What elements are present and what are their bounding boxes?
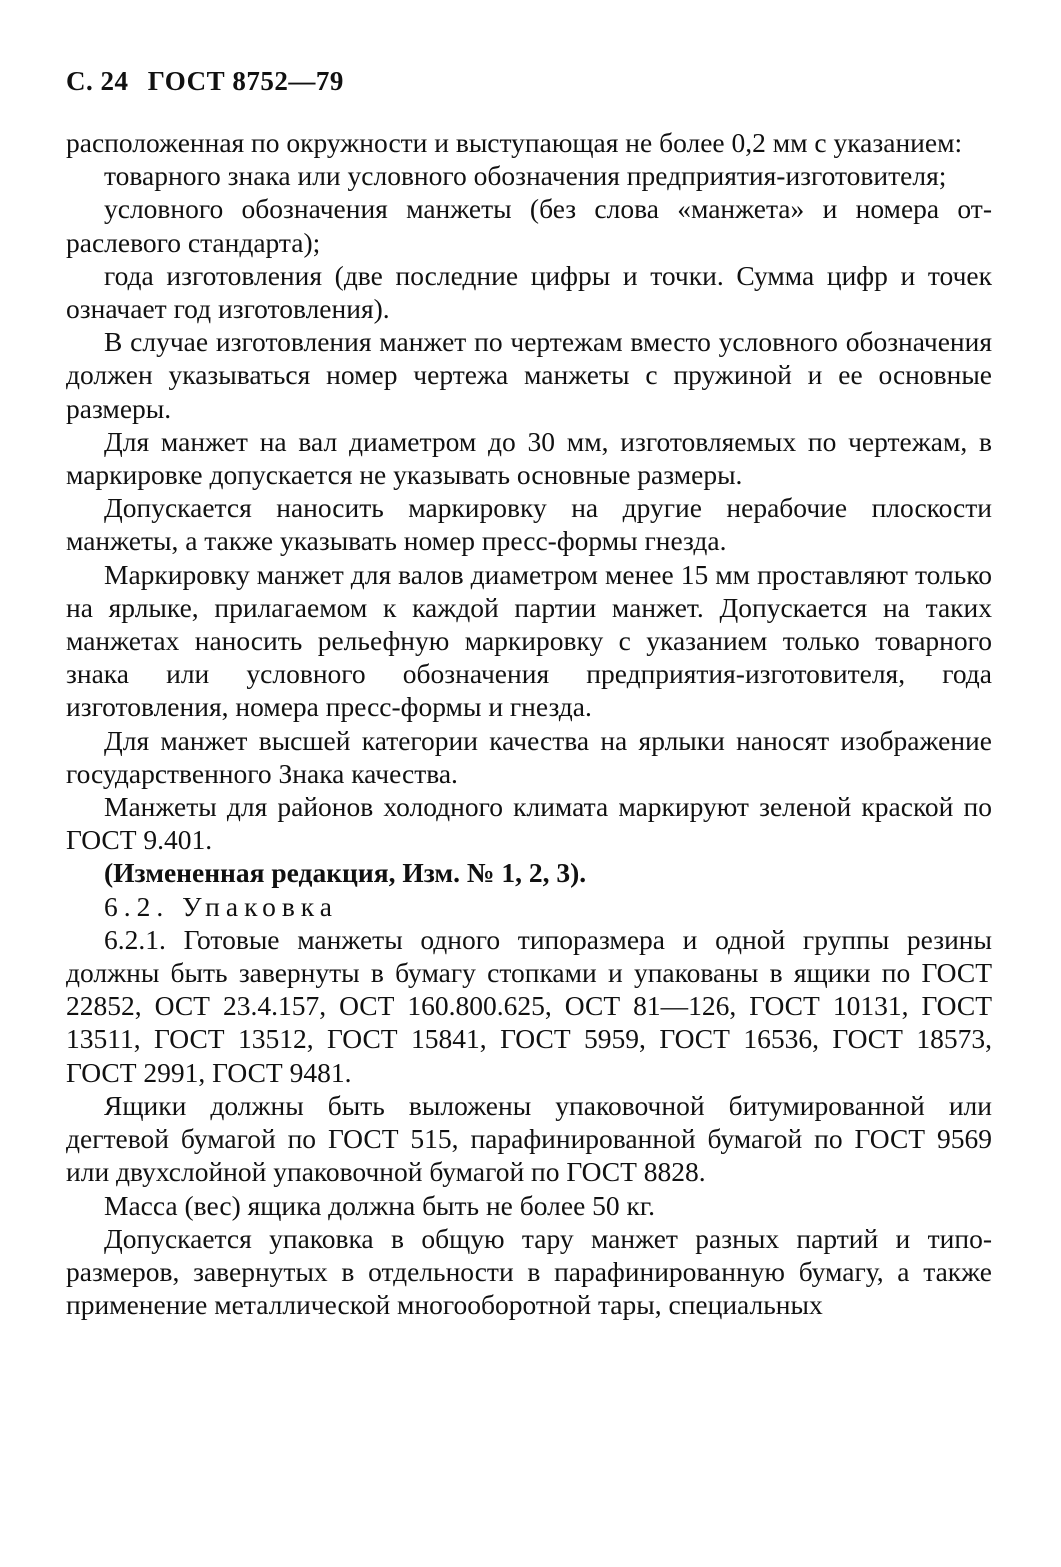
page-header: [66, 66, 356, 97]
paragraph-box-lining: Ящики должны быть выложены упаковочной битумированной или дегтевой бумагой по ГОСТ 515, парафинированной бумагой по ГОСТ 9569 или двухслойной упаковочной бумагой по ГОСТ 8828.: [66, 1089, 992, 1188]
paragraph-mixed-packaging: Допускается упаковка в общую тару манжет разных партий и типоразмеров, завернутых в отдельности в парафинированную бумагу, а также применение металлической многооборотной тары, специальных: [66, 1222, 992, 1321]
section-heading-packaging: 6.2. Упаковка: [104, 890, 338, 922]
paragraph-drawings: В случае изготовления манжет по чертежам вместо условного обозначения должен указываться номер чертежа манжеты с пружиной и ее основные размеры.: [66, 326, 992, 424]
list-item-designation: условного обозначения манжеты (без слова «манжета» и номера отраслевого стандарта);: [66, 193, 992, 258]
paragraph-marking-location: расположенная по окружности и выступающая не более 0,2 мм с указанием:: [66, 127, 963, 158]
document-body: [66, 126, 992, 1321]
paragraph-other-surfaces: Допускается наносить маркировку на другие нерабочие плоскости манжеты, а также указывать номер пресс-формы гнезда.: [66, 492, 992, 557]
paragraph-quality-mark: Для манжет высшей категории качества на ярлыки наносят изображение государственного Знака качества.: [66, 724, 992, 789]
paragraph-cold-climate: Манжеты для районов холодного климата маркируют зеленой краской по ГОСТ 9.401.: [66, 791, 992, 856]
amendment-note: (Измененная редакция, Изм. № 1, 2, 3).: [104, 857, 587, 889]
list-item-year: года изготовления (две последние цифры и точки. Сумма цифр и точек означает год изготовления).: [66, 259, 992, 325]
paragraph-label-marking: Маркировку манжет для валов диаметром менее 15 мм проставляют только на ярлыке, прилагаемом к каждой партии манжет. Допускается на таких манжетах наносить рельефную маркировку с указанием только товарного знака или условного обозначения предприятия-изготовителя, года изготовления, номера пресс-формы и гнезда.: [66, 558, 992, 723]
clause-6-2-1: 6.2.1. Готовые манжеты одного типоразмера и одной группы резины должны быть завернуты в бумагу стопками и упакованы в ящики по ГОСТ 22852, ОСТ 23.4.157, ОСТ 160.800.625, ОСТ 81—126, ГОСТ 10131, ГОСТ 13511, ГОСТ 13512, ГОСТ 15841, ГОСТ 5959, ГОСТ 16536, ГОСТ 18573, ГОСТ 2991, ГОСТ 9481.: [66, 923, 992, 1088]
paragraph-box-mass: Масса (вес) ящика должна быть не более 50 кг.: [104, 1189, 655, 1221]
standard-designation: ГОСТ 8752—79: [147, 66, 344, 96]
list-item-trademark: товарного знака или условного обозначения предприятия-изготовителя;: [104, 160, 947, 192]
page-number: С. 24: [66, 66, 129, 96]
paragraph-small-shafts: Для манжет на вал диаметром до 30 мм, изготовляемых по чертежам, в маркировке допускается не указывать основные размеры.: [66, 425, 992, 491]
